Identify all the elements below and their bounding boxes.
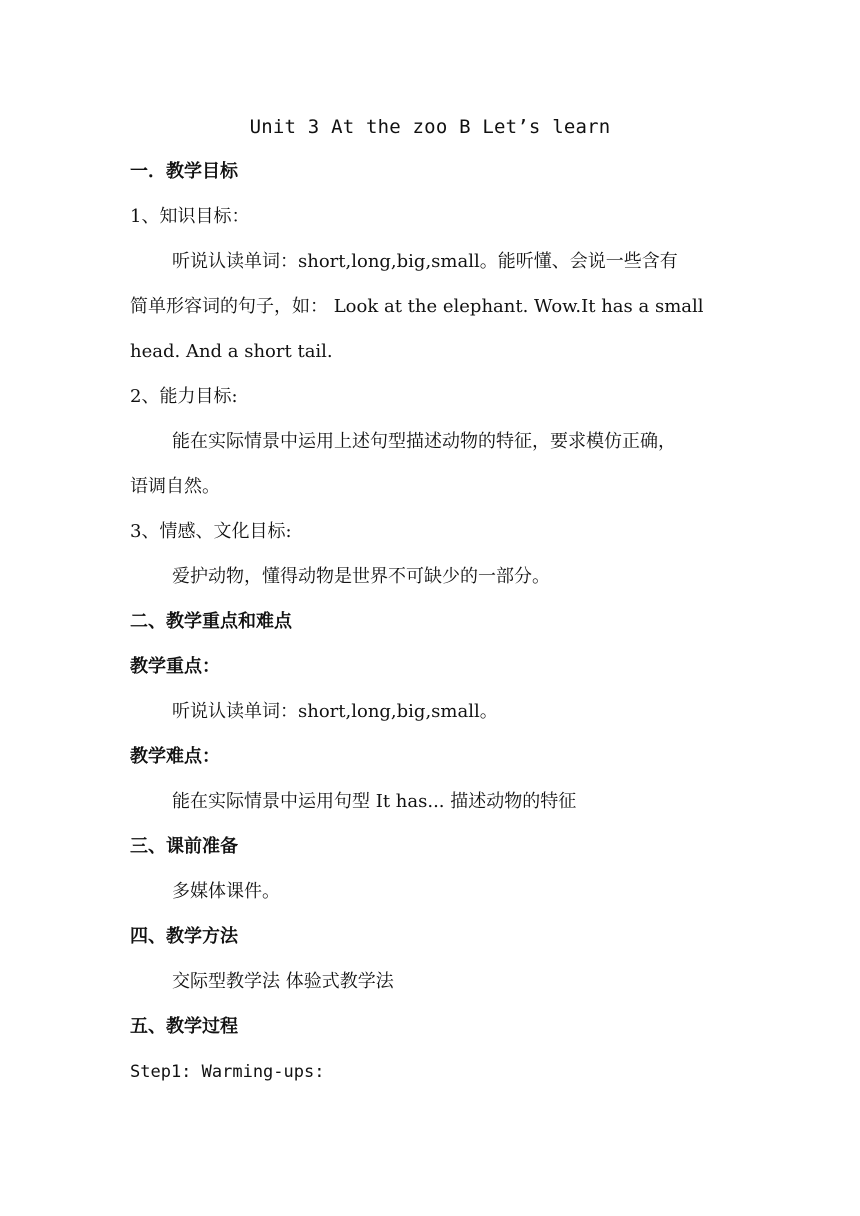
- objective-ability-text-line1: 能在实际情景中运用上述句型描述动物的特征，要求模仿正确，: [172, 431, 676, 452]
- section-heading-process: 五、教学过程: [130, 1016, 238, 1037]
- difficult-point-label: 教学难点：: [130, 746, 220, 767]
- objective-ability-text-line2: 语调自然。: [130, 476, 220, 497]
- difficult-point-text: 能在实际情景中运用句型 It has... 描述动物的特征: [172, 791, 577, 812]
- key-point-text: 听说认读单词：short,long,big,small。: [172, 701, 498, 722]
- document-title: Unit 3 At the zoo B Let’s learn: [249, 116, 611, 138]
- section-heading-key-points: 二、教学重点和难点: [130, 611, 292, 632]
- objective-knowledge-label: 1、知识目标：: [130, 206, 250, 227]
- objective-knowledge-text-line3: head. And a short tail.: [130, 341, 333, 362]
- objective-ability-label: 2、能力目标:: [130, 386, 238, 407]
- process-step1: Step1: Warming-ups:: [130, 1062, 325, 1082]
- section-heading-teaching-objectives: 一．教学目标: [130, 161, 238, 182]
- section-heading-methods: 四、教学方法: [130, 926, 238, 947]
- objective-emotion-text: 爱护动物，懂得动物是世界不可缺少的一部分。: [172, 566, 550, 587]
- objective-emotion-label: 3、情感、文化目标:: [130, 521, 292, 542]
- key-point-label: 教学重点：: [130, 656, 220, 677]
- preparation-text: 多媒体课件。: [172, 881, 280, 902]
- section-heading-preparation: 三、课前准备: [130, 836, 238, 857]
- objective-knowledge-text-line1: 听说认读单词：short,long,big,small。能听懂、会说一些含有: [172, 251, 678, 272]
- objective-knowledge-text-line2: 简单形容词的句子，如： Look at the elephant. Wow.It has a small: [130, 296, 704, 317]
- methods-text: 交际型教学法 体验式教学法: [172, 971, 394, 992]
